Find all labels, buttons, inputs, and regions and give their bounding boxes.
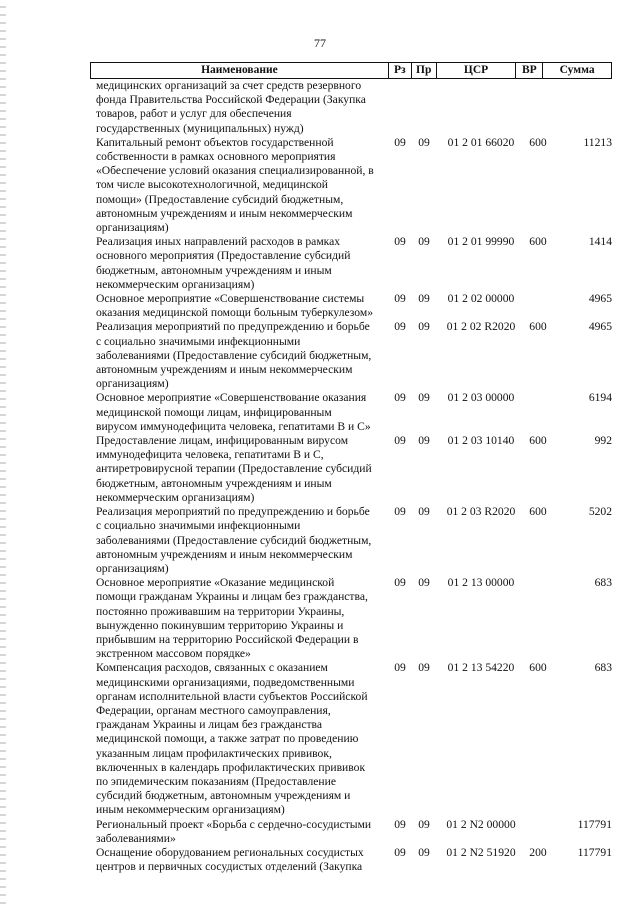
row-rz: 09: [394, 235, 406, 249]
row-name-line: медицинской помощи лицам, инфицированным: [96, 405, 332, 419]
row-name: [90, 292, 388, 320]
row-name: [90, 235, 388, 292]
row-name-line: оказания медицинской помощи больным туберкулезом»: [96, 306, 373, 320]
table-body: [90, 79, 612, 874]
header-vr: ВР: [515, 63, 542, 78]
row-csr: 01 2 02 00000: [447, 292, 515, 306]
row-rz: 09: [394, 292, 406, 306]
row-name-line: антиретровирусной терапии (Предоставление субсидий: [96, 462, 372, 476]
row-name-line: центров и первичных сосудистых отделений (Закупка: [96, 860, 363, 874]
row-name-line: вирусом иммунодефицита человека, гепатитами В и С»: [96, 419, 371, 433]
row-name-line: экстренном массовом порядке»: [96, 647, 251, 661]
table-row: [90, 661, 612, 817]
header-csr: ЦСР: [436, 63, 516, 78]
binder-holes: [0, 0, 6, 905]
row-name-line: субсидий бюджетным, автономным учреждениям и: [96, 789, 351, 803]
row-vr: 600: [529, 135, 547, 149]
row-name-line: бюджетным, автономным учреждениям и иным: [96, 476, 332, 490]
row-name-line: Реализация иных направлений расходов в рамках: [96, 235, 341, 249]
table-row: [90, 292, 612, 320]
row-csr: 01 2 N2 51920: [446, 845, 516, 859]
row-name-line: Реализация мероприятий по предупреждению и борьбе: [96, 505, 370, 519]
row-name: [90, 818, 388, 846]
row-name-line: некоммерческим организациям): [96, 490, 255, 504]
row-name-line: прибывшим на территорию Российской Федерации в: [96, 632, 359, 646]
row-csr: 01 2 13 00000: [447, 576, 515, 590]
row-vr: [526, 391, 550, 434]
row-csr: 01 2 03 R2020: [446, 505, 516, 519]
row-pr: 09: [418, 292, 430, 306]
row-name-line: с социально значимыми инфекционными: [96, 519, 301, 533]
row-rz: 09: [394, 505, 406, 519]
row-csr: [436, 79, 526, 136]
row-csr: 01 2 01 99990: [447, 235, 515, 249]
row-pr: 09: [418, 661, 430, 675]
row-name-line: с социально значимыми инфекционными: [96, 334, 301, 348]
row-sum: 6194: [588, 391, 612, 405]
row-csr: 01 2 03 00000: [447, 391, 515, 405]
row-name-line: заболеваниями (Предоставление субсидий бюджетным,: [96, 533, 372, 547]
row-sum: 4965: [588, 320, 612, 334]
row-name-line: бюджетным, автономным учреждениям и иным: [96, 263, 332, 277]
row-pr: 09: [418, 320, 430, 334]
row-rz: 09: [394, 845, 406, 859]
row-name: [90, 505, 388, 576]
row-name-line: Основное мероприятие «Совершенствование оказания: [96, 391, 367, 405]
row-vr: 600: [529, 661, 547, 675]
row-vr: 200: [529, 845, 547, 859]
row-pr: 09: [418, 505, 430, 519]
row-name-line: «Обеспечение условий оказания специализированной, в: [96, 164, 374, 178]
row-name-line: Капитальный ремонт объектов государственной: [96, 135, 334, 149]
row-name-line: иммунодефицита человека, гепатитами В и С,: [96, 448, 324, 462]
row-name-line: постоянно проживавшим на территории Украины,: [96, 604, 345, 618]
row-name-line: автономным учреждениям и иным некоммерческим: [96, 206, 353, 220]
row-vr: [526, 292, 550, 320]
table-row: [90, 235, 612, 292]
row-name: [90, 661, 388, 817]
table-header: [90, 62, 612, 79]
table-row: [90, 505, 612, 576]
row-rz: 09: [394, 661, 406, 675]
row-name-line: Реализация мероприятий по предупреждению и борьбе: [96, 320, 370, 334]
row-sum: 5202: [588, 505, 612, 519]
row-csr: 01 2 01 66020: [447, 135, 515, 149]
row-name: [90, 79, 388, 136]
row-name: [90, 846, 388, 874]
row-vr: 600: [529, 320, 547, 334]
row-rz: 09: [394, 135, 406, 149]
row-name-line: Основное мероприятие «Оказание медицинской: [96, 576, 335, 590]
row-csr: 01 2 02 R2020: [446, 320, 516, 334]
row-name-line: фонда Правительства Российской Федерации (Закупка: [96, 93, 366, 107]
row-rz: 09: [394, 817, 406, 831]
row-name-line: организациям): [96, 377, 169, 391]
row-name-line: заболеваниями (Предоставление субсидий бюджетным,: [96, 348, 372, 362]
row-name-line: организациям): [96, 561, 169, 575]
row-rz: 09: [394, 320, 406, 334]
header-pr: Пр: [411, 63, 436, 78]
row-vr: [526, 818, 550, 846]
row-vr: 600: [529, 505, 547, 519]
row-name-line: помощи гражданам Украины и лицам без гражданства,: [96, 590, 368, 604]
row-name-line: основного мероприятия (Предоставление субсидий: [96, 249, 351, 263]
row-pr: 09: [418, 576, 430, 590]
row-name-line: собственности в рамках основного мероприятия: [96, 150, 336, 164]
row-pr: 09: [418, 135, 430, 149]
row-name-line: медицинских организаций за счет средств резервного: [96, 79, 362, 92]
row-sum: 683: [594, 661, 612, 675]
header-name: Наименование: [201, 64, 278, 76]
row-name: [90, 576, 388, 661]
header-sum: Сумма: [542, 63, 611, 78]
row-csr: 01 2 03 10140: [447, 434, 515, 448]
row-name-line: некоммерческим организациям): [96, 277, 255, 291]
row-sum: 683: [594, 576, 612, 590]
row-csr: 01 2 N2 00000: [446, 817, 516, 831]
table-row: [90, 320, 612, 391]
row-pr: 09: [418, 434, 430, 448]
table-row: [90, 818, 612, 846]
table-row: [90, 846, 612, 874]
row-name-line: заболеваниями»: [96, 831, 176, 845]
budget-table: [90, 62, 612, 874]
row-rz: [388, 79, 412, 136]
header-rz: Рз: [388, 63, 411, 78]
row-pr: 09: [418, 391, 430, 405]
table-row: [90, 391, 612, 434]
row-name: [90, 320, 388, 391]
row-name-line: медицинскими организациями, подведомственными: [96, 675, 355, 689]
row-sum: [550, 79, 612, 136]
row-sum: 992: [594, 434, 612, 448]
row-pr: [412, 79, 436, 136]
page-number: 77: [314, 36, 326, 50]
table-row: [90, 576, 612, 661]
row-name-line: вынужденно покинувшим территорию Украины и: [96, 618, 344, 632]
row-pr: 09: [418, 817, 430, 831]
row-sum: 117791: [577, 845, 612, 859]
row-sum: 117791: [577, 817, 612, 831]
row-pr: 09: [418, 235, 430, 249]
row-sum: 4965: [588, 292, 612, 306]
row-name-line: товаров, работ и услуг для обеспечения: [96, 107, 292, 121]
row-rz: 09: [394, 391, 406, 405]
row-name-line: Региональный проект «Борьба с сердечно-сосудистыми: [96, 817, 372, 831]
row-name-line: Компенсация расходов, связанных с оказанием: [96, 661, 328, 675]
row-name-line: государственных (муниципальных) нужд): [96, 121, 304, 135]
row-name-line: по эпидемическим показаниям (Предоставление: [96, 774, 336, 788]
row-name-line: автономным учреждениям и иным некоммерческим: [96, 363, 353, 377]
row-vr: [526, 79, 550, 136]
table-row: [90, 434, 612, 505]
row-vr: 600: [529, 434, 547, 448]
table-row: [90, 79, 612, 136]
row-name-line: указанным лицам профилактических прививок,: [96, 746, 332, 760]
row-name-line: гражданам Украины и лицам без гражданства: [96, 718, 323, 732]
row-pr: 09: [418, 845, 430, 859]
row-rz: 09: [394, 434, 406, 448]
row-name-line: Оснащение оборудованием региональных сосудистых: [96, 845, 364, 859]
row-name-line: автономным учреждениям и иным некоммерческим: [96, 547, 353, 561]
row-name-line: органам исполнительной власти субъектов Российской: [96, 689, 368, 703]
row-vr: 600: [529, 235, 547, 249]
table-row: [90, 136, 612, 235]
row-rz: 09: [394, 576, 406, 590]
row-vr: [526, 576, 550, 661]
row-csr: 01 2 13 54220: [447, 661, 515, 675]
row-name: [90, 434, 388, 505]
row-name-line: медицинской помощи, а также затрат по проведению: [96, 732, 359, 746]
row-name-line: включенных в календарь профилактических прививок: [96, 760, 366, 774]
row-name-line: Основное мероприятие «Совершенствование системы: [96, 292, 365, 306]
row-name: [90, 136, 388, 235]
row-name-line: Предоставление лицам, инфицированным вирусом: [96, 434, 349, 448]
row-name-line: помощи» (Предоставление субсидий бюджетным,: [96, 192, 344, 206]
row-sum: 11213: [583, 135, 612, 149]
row-name: [90, 391, 388, 434]
row-name-line: организациям): [96, 221, 169, 235]
row-name-line: Федерации, органам местного самоуправления,: [96, 703, 331, 717]
row-sum: 1414: [588, 235, 612, 249]
row-name-line: иным некоммерческим организациям): [96, 803, 285, 817]
row-name-line: том числе высокотехнологичной, медицинской: [96, 178, 328, 192]
